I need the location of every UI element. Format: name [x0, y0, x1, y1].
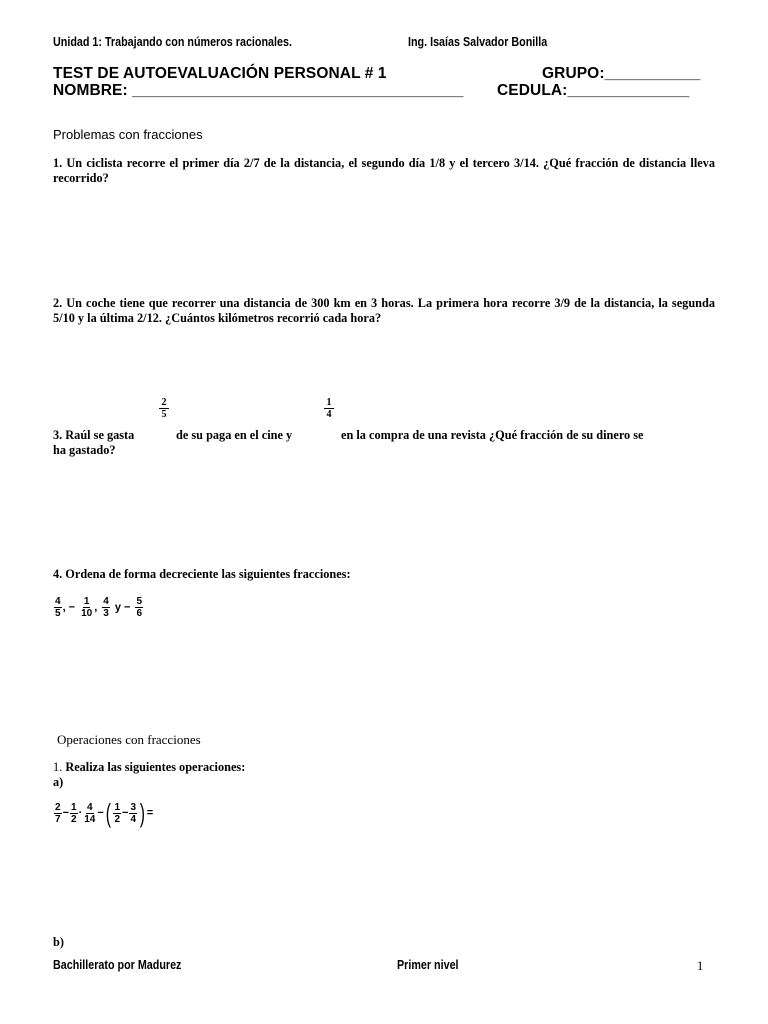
header-author: Ing. Isaías Salvador Bonilla: [408, 35, 548, 49]
operations-question-1: 1. Realiza las siguientes operaciones:: [53, 760, 246, 774]
problem-3-part-d: ha gastado?: [53, 443, 116, 457]
cedula-field: CEDULA:______________: [497, 82, 690, 99]
item-b-label: b): [53, 935, 64, 949]
test-title: TEST DE AUTOEVALUACIÓN PERSONAL # 1: [53, 65, 387, 82]
problem-2: 2. Un coche tiene que recorrer una distancia de 300 km en 3 horas. La primera hora recorre 3/9 de la distancia, la segunda 5/10 y la última 2/12. ¿Cuántos kilómetros recorrió cada hora?: [53, 296, 715, 325]
problem-3-fraction-1: $\frac{2}{5}$: [159, 397, 169, 420]
expression-a: $\frac{2}{7}$ − $\frac{1}{2}$ · $\frac{4}{14}$ −( $\frac{1}{2}$ − $\frac{3}{4}$ ) =: [55, 798, 154, 828]
problem-3-part-a: 3. Raúl se gasta: [53, 428, 135, 442]
problem-3-fraction-2: $\frac{1}{4}$: [324, 397, 334, 420]
fraction: $\frac{4}{3}$: [103, 596, 109, 619]
fraction: $\frac{1}{2}$: [114, 801, 121, 825]
section-title-problemas: Problemas con fracciones: [53, 127, 203, 142]
problem-3-part-c: en la compra de una revista ¿Qué fracción de su dinero se: [341, 428, 644, 442]
fraction: $\frac{4}{14}$: [84, 801, 96, 825]
nombre-field: NOMBRE: ______________________________________: [53, 82, 464, 99]
fraction: $\frac{2}{7}$: [55, 801, 61, 825]
footer-level: Primer nivel: [397, 958, 459, 972]
section-title-operaciones: Operaciones con fracciones: [57, 732, 201, 747]
fraction: $\frac{3}{4}$: [130, 801, 137, 825]
problem-4: 4. Ordena de forma decreciente las siguientes fracciones:: [53, 567, 351, 581]
fraction: $\frac{1}{2}$: [71, 801, 77, 825]
fraction: $\frac{1}{10}$: [81, 596, 93, 619]
grupo-field: GRUPO:___________: [542, 65, 701, 82]
problem-3-part-b: de su paga en el cine y: [176, 428, 293, 442]
item-a-label: a): [53, 775, 64, 789]
problem-1: 1. Un ciclista recorre el primer día 2/7 de la distancia, el segundo día 1/8 y el tercero 3/14. ¿Qué fracción de distancia lleva recorrido?: [53, 156, 715, 185]
header-unit: Unidad 1: Trabajando con números racionales.: [53, 35, 292, 49]
right-parenthesis: ): [139, 798, 145, 828]
page-number: 1: [697, 959, 704, 973]
fraction: $\frac{4}{5}$: [55, 596, 61, 619]
problem-4-fractions: $\frac{4}{5}$ , − $\frac{1}{10}$ , $\frac{4}{3}$ y − $\frac{5}{6}$: [55, 596, 143, 619]
left-parenthesis: (: [105, 798, 111, 828]
fraction: $\frac{5}{6}$: [136, 596, 143, 619]
footer-program: Bachillerato por Madurez: [53, 958, 182, 972]
